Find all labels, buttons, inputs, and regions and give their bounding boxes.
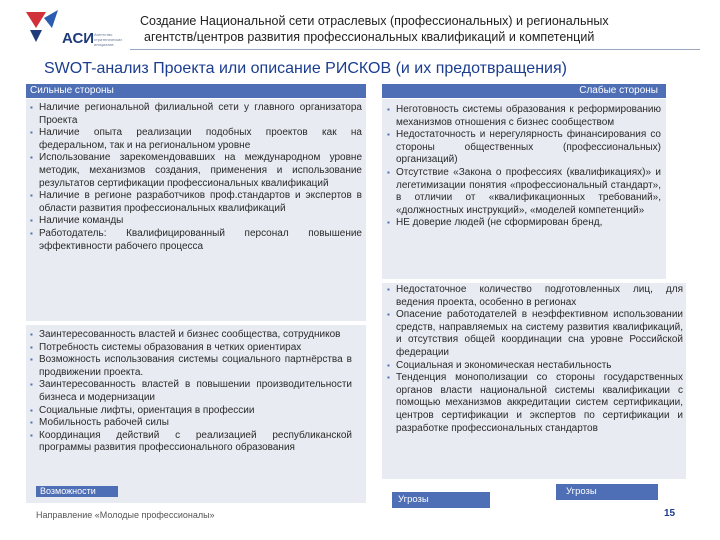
logo-subtitle: Агентство стратегических инициатив — [94, 32, 123, 47]
list-item: ▪ Социальные лифты, ориентация в профессии — [30, 405, 352, 418]
list-item: ▪ Возможность использования системы социального партнёрства в продвижении проекта. — [30, 354, 352, 379]
list-item: ▪ Недостаточное количество подготовленных лиц, для ведения проекта, особенно в регионах — [387, 284, 683, 309]
header-title-line1: Создание Национальной сети отраслевых (профессиональных) и региональных — [140, 14, 609, 28]
list-item: ▪ Социальная и экономическая нестабильность — [387, 360, 683, 373]
list-item: ▪ НЕ доверие людей (не сформирован бренд, — [387, 217, 661, 230]
list-item: ▪ Недостаточность и нерегулярность финансирования со стороны общественных (профессиональных) организаций) — [387, 129, 661, 167]
page-number: 15 — [664, 508, 676, 519]
list-item: ▪ Наличие команды — [30, 215, 362, 228]
opportunities-list — [30, 329, 352, 455]
threats-list — [387, 284, 683, 435]
list-item: ▪ Неготовность системы образования к реформированию механизмов отношения с бизнес сообществом — [387, 104, 661, 129]
list-item: ▪ Заинтересованность властей и бизнес сообщества, сотрудников — [30, 329, 352, 342]
strengths-list — [30, 102, 362, 253]
list-item: ▪ Использование зарекомендовавших на международном уровне методик, механизмов создания, применения и использование результатов сертификации профессиональных квалификаций — [30, 152, 362, 190]
list-item: ▪ Работодатель: Квалифицированный персонал повышение эффективности рабочего процесса — [30, 228, 362, 253]
header-title-line2: агентств/центров развития профессиональных квалификаций и компетенций — [144, 30, 595, 44]
list-item: ▪ Координация действий с реализацией республиканской программы развития профессионального образования — [30, 430, 352, 455]
list-item: ▪ Потребность системы образования в четких ориентирах — [30, 342, 352, 355]
logo-text: АСИ — [62, 30, 95, 47]
footer-text: Направление «Молодые профессионалы» — [36, 510, 215, 520]
list-item: ▪ Тенденция монополизации со стороны государственных органов власти национальной системы квалификации с помощью механизмов аккредитации систем сертификации, центров сертификации и экспертов по сертификации и разработке профессиональных стандартов — [387, 372, 683, 435]
header-title — [140, 13, 680, 45]
slide-title: SWOT-анализ Проекта или описание РИСКОВ (и их предотвращения) — [44, 60, 567, 77]
asi-logo — [20, 8, 123, 50]
threats-header-right: Угрозы — [556, 484, 658, 500]
weaknesses-header: Слабые стороны — [382, 84, 666, 98]
list-item: ▪ Наличие региональной филиальной сети у главного организатора Проекта — [30, 102, 362, 127]
header-divider — [130, 49, 700, 50]
list-item: ▪ Заинтересованность властей в повышении производительности бизнеса и модернизации — [30, 379, 352, 404]
list-item: ▪ Отсутствие «Закона о профессиях (квалификациях)» и легетимизации понятия «профессиональный стандарт», в отличии от «квалификационных требований», «должностных инструкций», «моделей компетенций» — [387, 167, 661, 217]
list-item: ▪ Наличие опыта реализации подобных проектов как на федеральном, так и на региональном уровне — [30, 127, 362, 152]
opportunities-header: Возможности — [36, 486, 118, 497]
strengths-header: Сильные стороны — [26, 84, 366, 98]
list-item: ▪ Мобильность рабочей силы — [30, 417, 352, 430]
weaknesses-list — [387, 104, 661, 230]
list-item: ▪ Опасение работодателей в неэффективном использовании средств, направляемых на систему развития квалификаций, и отсутствия общей координации сна уровне Российской федерации — [387, 309, 683, 359]
list-item: ▪ Наличие в регионе разработчиков проф.стандартов и экспертов в области развития профессиональных квалификаций — [30, 190, 362, 215]
threats-header-left: Угрозы — [392, 492, 490, 508]
